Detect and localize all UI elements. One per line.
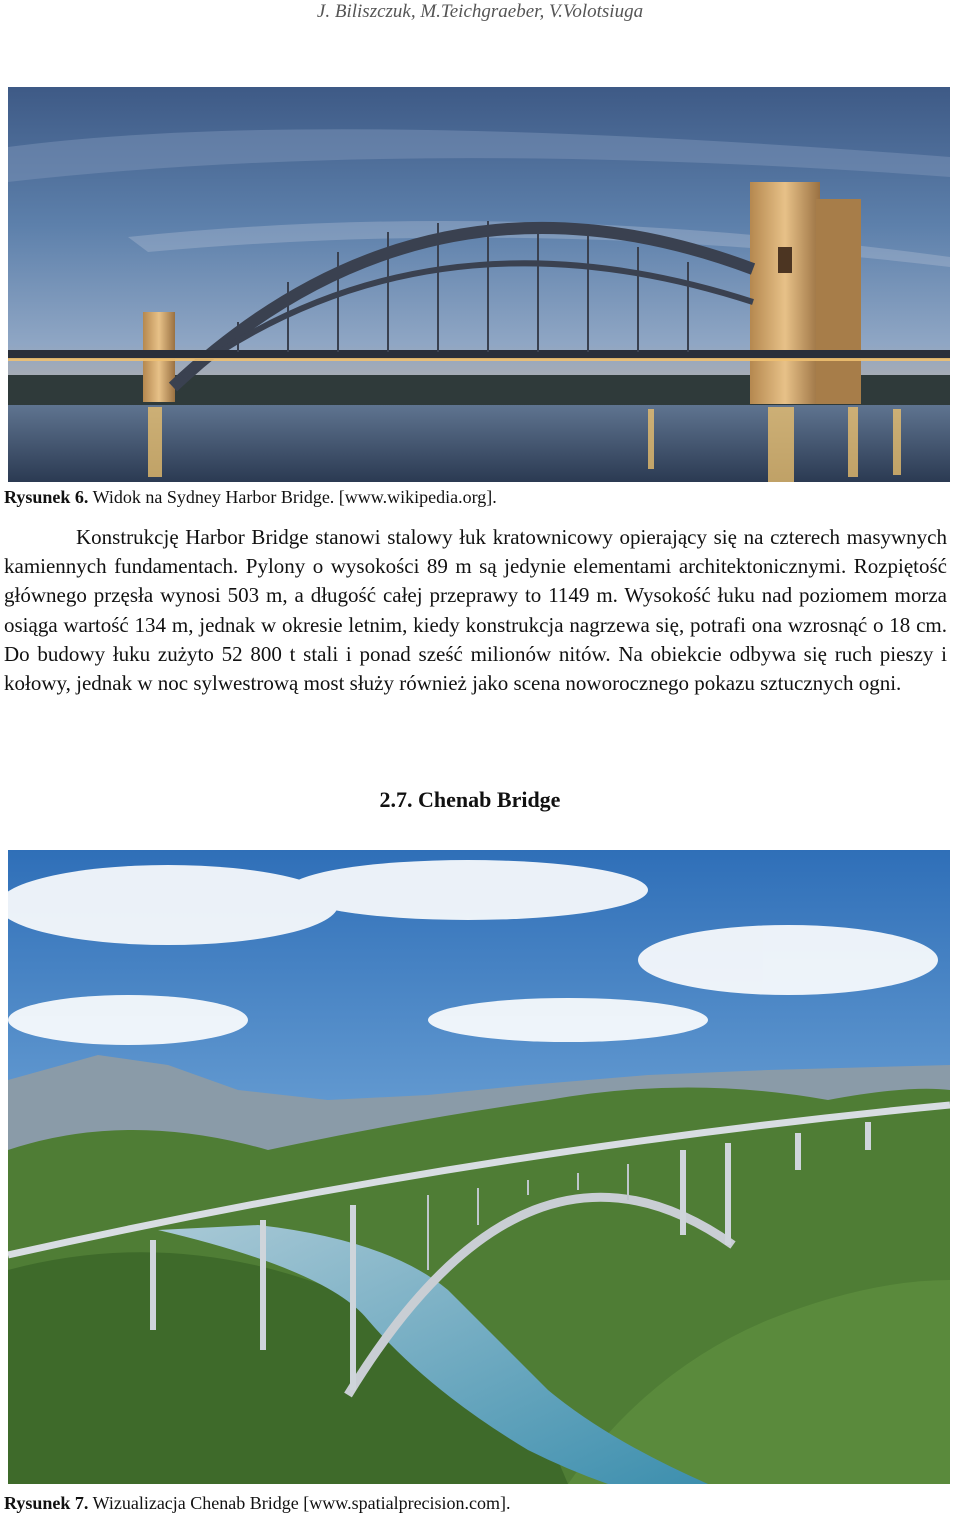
caption-label: Rysunek 7.: [4, 1493, 89, 1513]
figure-caption-6: [4, 486, 497, 508]
figure-sydney-harbour-bridge: [8, 87, 950, 482]
sydney-bridge-photo: [8, 87, 950, 482]
caption-text: Widok na Sydney Harbor Bridge. [www.wikipedia.org].: [88, 487, 497, 507]
body-paragraph-container: [4, 523, 947, 698]
page-header-authors: J. Biliszczuk, M.Teichgraeber, V.Volotsiuga: [316, 1, 644, 22]
chenab-bridge-visualization: [8, 850, 950, 1484]
caption-text: Wizualizacja Chenab Bridge [www.spatialprecision.com].: [88, 1493, 511, 1513]
figure-caption-7: [4, 1492, 511, 1514]
section-heading: 2.7. Chenab Bridge: [379, 787, 561, 812]
caption-label: Rysunek 6.: [4, 487, 89, 507]
body-paragraph: Konstrukcję Harbor Bridge stanowi stalowy łuk kratownicowy opierający się na czterech masywnych kamiennych fundamentach. Pylony o wysokości 89 m są jedynie elementami architektonicznymi. Rozpiętość głównego przęsła wynosi 503 m, a długość całej przeprawy to 1149 m. Wysokość łuku nad poziomem morza osiąga wartość 134 m, jednak w okresie letnim, kiedy konstrukcja nagrzewa się, potrafi ona wzrosnąć o 18 cm. Do budowy łuku zużyto 52 800 t stali i ponad sześć milionów nitów. Na obiekcie odbywa się ruch pieszy i kołowy, jednak w noc sylwestrową most służy również jako scena noworocznego pokazu sztucznych ogni.: [4, 525, 947, 696]
figure-chenab-bridge: [8, 850, 950, 1484]
